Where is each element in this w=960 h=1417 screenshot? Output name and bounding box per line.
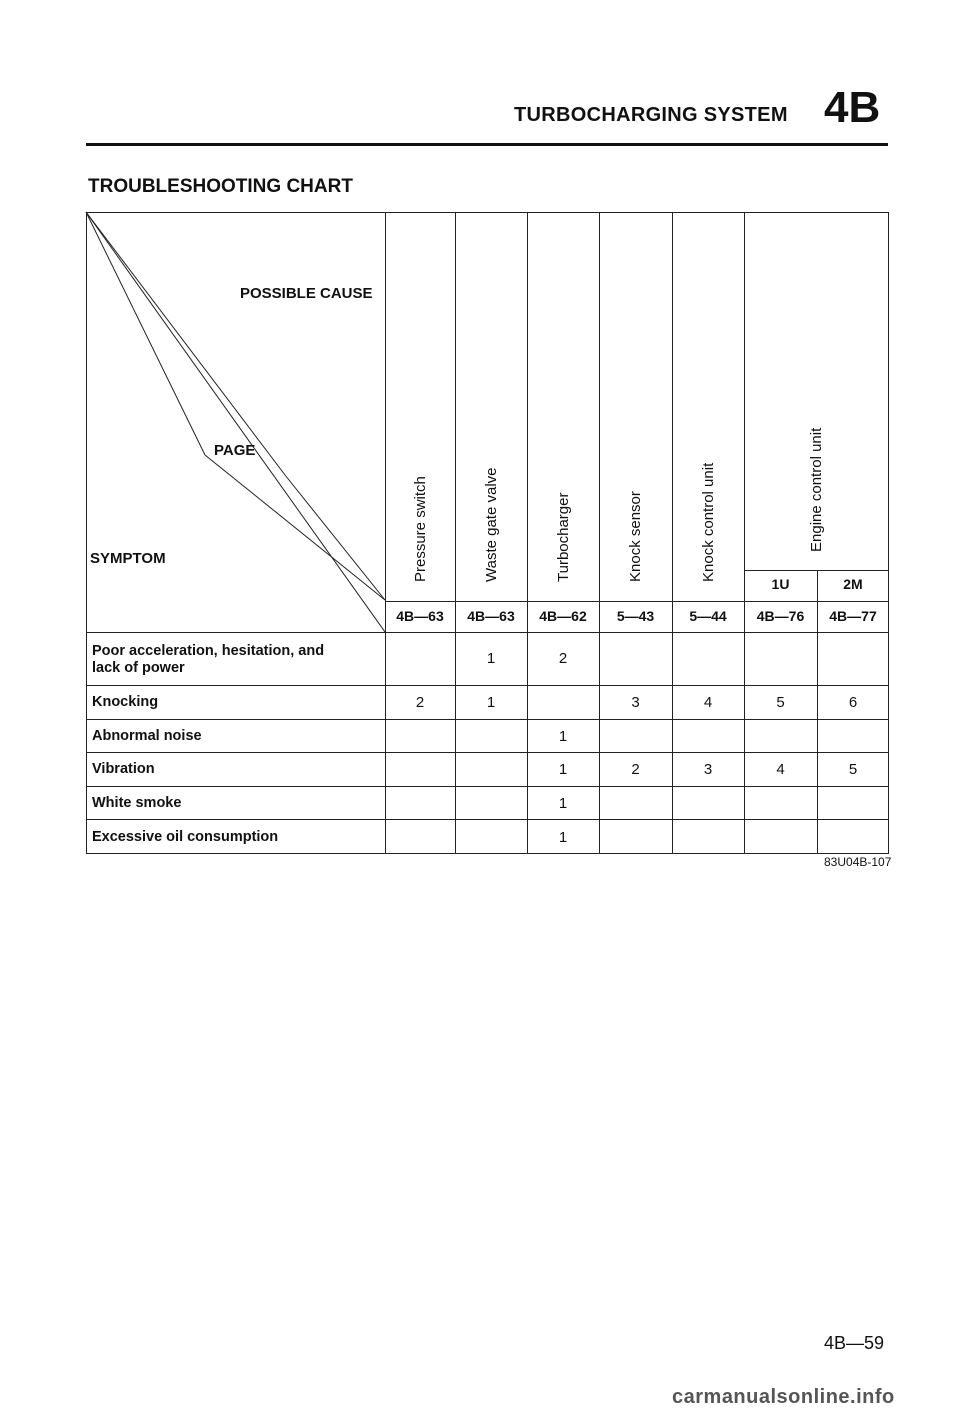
symptom-knocking: Knocking [92, 694, 159, 710]
table-cell: 4 [776, 761, 785, 778]
table-cell: 1 [486, 694, 496, 711]
ecu-subcol-2m: 2M [843, 576, 863, 592]
page-ref-turbocharger: 4B—62 [539, 608, 587, 624]
watermark: carmanualsonline.info [672, 1386, 895, 1408]
possible-cause-label: POSSIBLE CAUSE [240, 285, 373, 302]
symptom-white-smoke: White smoke [92, 795, 182, 811]
cause-header-waste-gate-valve: Waste gate valve [483, 467, 500, 582]
page-ref-waste-gate-valve: 4B—63 [467, 608, 515, 624]
page-ref-knock-sensor: 5—43 [616, 608, 655, 624]
page-number: 4B—59 [824, 1333, 885, 1353]
table-cell: 1 [558, 829, 568, 846]
table-cell: 3 [631, 694, 640, 711]
table-cell: 1 [558, 795, 568, 812]
table-cell: 2 [558, 650, 568, 667]
symptom-label: SYMPTOM [90, 550, 166, 567]
table-cell: 1 [558, 761, 568, 778]
cause-header-knock-sensor: Knock sensor [627, 491, 644, 582]
table-cell: 2 [415, 694, 425, 711]
cause-header-engine-control-unit: Engine control unit [808, 427, 825, 552]
ecu-subcol-1u: 1U [771, 576, 790, 592]
table-cell: 1 [486, 650, 496, 667]
page-ref-ecu-1u: 4B—76 [756, 608, 805, 624]
table-cell: 4 [703, 694, 713, 711]
table-cell: 1 [558, 728, 568, 745]
symptom-vibration: Vibration [92, 761, 155, 777]
page-header-title: TURBOCHARGING SYSTEM [514, 104, 788, 126]
page-ref-knock-control-unit: 5—44 [689, 608, 727, 624]
table-cell: 2 [631, 761, 640, 778]
table-cell: 3 [703, 761, 713, 778]
symptom-excessive-oil-consumption: Excessive oil consumption [92, 829, 279, 845]
cause-header-turbocharger: Turbocharger [555, 492, 572, 582]
figure-code: 83U04B-107 [824, 855, 892, 869]
cause-header-knock-control-unit: Knock control unit [700, 462, 717, 582]
page-ref-ecu-2m: 4B—77 [829, 608, 877, 624]
table-cell: 5 [776, 694, 785, 711]
cause-header-pressure-switch: Pressure switch [412, 476, 429, 582]
symptom-poor-acceleration: Poor acceleration, hesitation, and lack of power [92, 643, 325, 676]
page-ref-pressure-switch: 4B—63 [396, 608, 444, 624]
table-cell: 6 [848, 694, 858, 711]
table-cell: 5 [848, 761, 858, 778]
page-header-code: 4B [824, 83, 881, 132]
symptom-abnormal-noise: Abnormal noise [92, 728, 202, 744]
page-label: PAGE [214, 442, 256, 459]
section-title: TROUBLESHOOTING CHART [88, 176, 353, 197]
